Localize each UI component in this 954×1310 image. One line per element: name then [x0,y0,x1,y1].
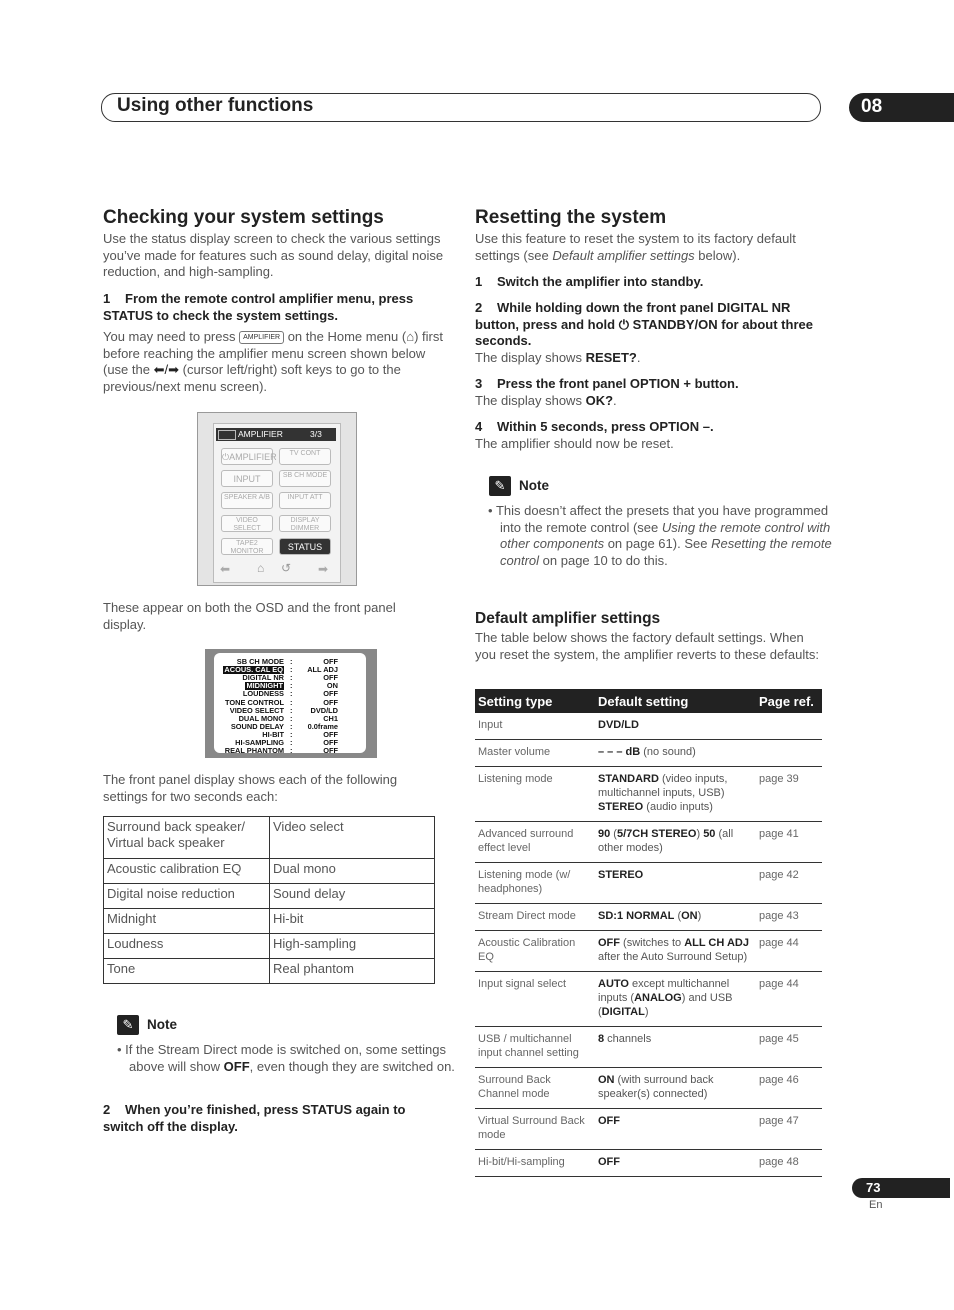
osd-value: OFF [323,673,338,683]
section-title: Using other functions [117,95,314,116]
default-bold: ANALOG [634,992,682,1004]
note-italic: Resetting the remote control [500,536,832,568]
remote-input-att-button: INPUT ATT [279,492,331,509]
result-text: The display shows [475,393,582,408]
osd-key: SOUND DELAY [230,721,284,731]
default-setting-cell [595,931,756,972]
osd-colon: : [290,729,293,739]
default-text: except multichannel inputs ( [598,978,730,1004]
intro-text: Use this feature to reset the system to its factory default settings (see [475,231,796,263]
table-cell: Acoustic calibration EQ [104,859,270,884]
setting-type-cell: Listening mode (w/ headphones) [475,863,595,904]
left-para-3: The front panel display shows each of the following settings for two seconds each: [103,772,398,804]
table-cell: Dual mono [270,859,435,884]
osd-key: HI-BIT [262,729,284,739]
remote-display [213,423,341,583]
default-settings-intro: The table below shows the factory default settings. When you reset the system, the amplifier reverts to these defaults: [475,630,819,662]
step-number: 4 [475,419,483,434]
table-cell: Hi-bit [270,909,435,934]
osd-colon: : [290,657,293,666]
page-ref-cell: page 48 [756,1150,822,1177]
page-ref-cell: page 44 [756,931,822,972]
table-row [475,931,822,972]
left-para-2: These appear on both the OSD and the front panel display. [103,600,396,632]
para-text: ) first before reaching the amplifier menu screen shown below (use the [103,329,443,378]
result-value: OK? [585,393,614,408]
table-row [104,934,435,959]
table-row [475,1150,822,1177]
power-icon: ⏻ [222,452,230,462]
button-label: AMPLIFIER [229,452,277,462]
note-bold: OFF [223,1058,250,1074]
default-text: (with surround back speaker(s) connected) [598,1074,714,1100]
osd-key: DUAL MONO [238,713,284,723]
step-text: When you’re finished, press STATUS again to switch off the display. [103,1102,406,1134]
remote-input-button: INPUT [221,470,273,487]
table-row [475,1068,822,1109]
step-number: 1 [103,291,111,306]
step-text: While holding down the front panel DIGITAL NR button, press and hold [475,300,791,332]
right-step-2-result: The display shows RESET?. [475,350,641,365]
right-intro [475,231,825,264]
note-title: Note [519,478,549,494]
note-text: If the Stream Direct mode is switched on, some settings above will show [125,1042,446,1074]
default-setting-cell [595,1068,756,1109]
right-note-bullet: • This doesn’t affect the presets that you have programmed into the remote control (see Using the remote control with other components on page 61). See Resetting the remote control on page 10 to do this. [488,503,832,568]
table-row [475,767,822,822]
right-step-4-result: The amplifier should now be reset. [475,436,674,451]
osd-key: MIDNIGHT [246,681,283,691]
intro-italic: Default amplifier settings [552,247,695,263]
remote-speaker-ab-button: SPEAKER A/B [221,492,273,509]
setting-type-cell: USB / multichannel input channel setting [475,1027,595,1068]
setting-type-cell: Virtual Surround Back mode [475,1109,595,1150]
default-setting-cell [595,740,756,767]
table-row [104,959,435,984]
table-cell: Surround back speaker/ Virtual back speaker [104,817,270,859]
left-note-heading [117,1015,177,1035]
osd-key: LOUDNESS [242,689,284,699]
default-settings-table [475,689,822,1177]
default-bold: STEREO [598,869,644,881]
page-ref-cell: page 45 [756,1027,822,1068]
page-number: 73 [866,1180,881,1195]
osd-colon: : [290,673,293,683]
note-text: This doesn’t affect the presets that you have programmed into the remote control (see [495,503,829,535]
default-text: (video inputs, multichannel inputs, USB) [598,773,728,799]
col-default-setting: Default setting [595,689,756,713]
default-bold: ALL CH ADJ [684,937,749,949]
default-text: ) [697,910,702,922]
power-icon: ⏻ [618,316,630,332]
default-setting-cell [595,713,756,740]
page-number-badge [852,1178,950,1198]
osd-value: 0.0frame [307,721,338,731]
osd-value: ON [326,681,338,691]
osd-colon: : [290,746,293,756]
table-row [104,817,435,859]
arrow-left-icon: ⬅ [220,562,231,576]
left-step-2 [103,1102,438,1135]
remote-title: AMPLIFIER [238,429,283,439]
remote-sb-ch-mode-button: SB CH MODE [279,470,331,487]
step-text: Switch the amplifier into standby. [497,274,704,289]
left-step-1 [103,291,448,324]
default-text: channels [604,1033,652,1045]
default-bold: OFF [598,1115,620,1127]
default-text: ( [674,910,682,922]
osd-value: ALL ADJ [307,665,338,675]
osd-key: ACOUS. CAL EQ [224,665,283,675]
page-ref-cell: page 41 [756,822,822,863]
home-icon: ⌂ [257,561,265,575]
remote-title-bar [216,428,336,441]
osd-key: DIGITAL NR [242,673,284,683]
page-ref-cell: page 47 [756,1109,822,1150]
osd-value: OFF [323,746,338,756]
remote-status-button: STATUS [279,538,331,555]
osd-colon: : [290,713,293,723]
step-text: Press the front panel OPTION + button. [497,376,739,391]
note-text: on page 10 to do this. [542,552,668,568]
left-heading: Checking your system settings [103,207,384,228]
default-bold: OFF [598,937,620,949]
page-ref-cell [756,740,822,767]
remote-page: 3/3 [310,429,322,439]
osd-colon: : [290,665,293,675]
default-bold: STEREO [598,801,644,813]
default-setting-cell [595,863,756,904]
right-step-2 [475,300,825,350]
remote-amplifier-button [221,448,277,465]
osd-key: VIDEO SELECT [229,705,284,715]
default-setting-cell [595,767,756,822]
default-text: (audio inputs) [643,801,713,813]
right-step-3 [475,376,825,393]
setting-type-cell: Surround Back Channel mode [475,1068,595,1109]
remote-tape2-monitor-button: TAPE2 MONITOR [221,538,273,555]
page-ref-cell [756,713,822,740]
setting-type-cell: Stream Direct mode [475,904,595,931]
default-bold: DVD/LD [598,719,639,731]
table-row [475,740,822,767]
amplifier-button-icon: AMPLIFIER [239,331,284,344]
default-setting-cell [595,1150,756,1177]
note-text: , even though they are switched on. [249,1058,455,1074]
chapter-badge [849,93,954,122]
table-row [475,972,822,1027]
chapter-number: 08 [861,96,883,117]
step-text: STANDBY/ON for about three seconds. [475,316,813,349]
table-row [475,713,822,740]
default-text: after the Auto Surround Setup) [598,951,748,963]
settings-table [103,816,435,984]
osd-value: OFF [323,689,338,699]
table-cell: Midnight [104,909,270,934]
default-bold: ON [598,1074,615,1086]
right-step-1 [475,274,825,291]
default-bold: AUTO [598,978,629,990]
default-text: (all other modes) [598,828,734,854]
table-cell: Tone [104,959,270,984]
osd-value: OFF [323,697,338,707]
osd-value: OFF [323,657,338,666]
right-note-heading [489,476,549,496]
osd-value: OFF [323,729,338,739]
page-ref-cell: page 43 [756,904,822,931]
right-heading: Resetting the system [475,207,667,228]
page-ref-cell: page 39 [756,767,822,822]
osd-key: TONE CONTROL [225,697,284,707]
table-cell: Video select [270,817,435,859]
col-setting-type: Setting type [475,689,595,713]
remote-display-dimmer-button: DISPLAY DIMMER [279,515,331,532]
setting-type-cell: Input [475,713,595,740]
setting-type-cell: Input signal select [475,972,595,1027]
default-setting-cell [595,1109,756,1150]
osd-value: CH1 [323,713,338,723]
osd-colon: : [290,721,293,731]
result-text: The display shows [475,350,582,365]
osd-key: REAL PHANTOM [224,746,284,756]
table-row [475,904,822,931]
default-setting-cell [595,1027,756,1068]
default-bold: SD:1 NORMAL [598,910,675,922]
table-row [475,822,822,863]
default-bold: 90 [598,828,611,840]
setting-type-cell: Advanced surround effect level [475,822,595,863]
note-text: on page 61). See [607,536,708,552]
table-row [104,859,435,884]
arrow-right-icon: ➡ [318,562,329,576]
home-icon: ⌂ [406,329,415,344]
default-text: (switches to [620,937,685,949]
table-row [104,909,435,934]
osd-key: HI-SAMPLING [235,738,284,747]
setting-type-cell: Acoustic Calibration EQ [475,931,595,972]
setting-type-cell: Hi-bit/Hi-sampling [475,1150,595,1177]
note-title: Note [147,1017,177,1033]
result-value: RESET? [585,350,637,365]
page-ref-cell: page 44 [756,972,822,1027]
default-text: ) [696,828,704,840]
para-text: You may need to press [103,329,236,344]
default-text: ( [610,828,617,840]
setting-type-cell: Listening mode [475,767,595,822]
default-bold: 50 [703,828,716,840]
osd-colon: : [290,689,293,699]
arrow-keys-icon: ⬅/➡ [153,362,180,378]
table-cell: High-sampling [270,934,435,959]
default-settings-heading: Default amplifier settings [475,610,661,627]
osd-screen [214,653,366,756]
step-number: 3 [475,376,483,391]
language-code: En [869,1199,883,1211]
para-text: on the Home menu ( [287,329,407,344]
default-bold: – – – dB [598,746,641,758]
default-bold: DIGITAL [601,1006,645,1018]
remote-tv-cont-button: TV CONT [279,448,331,465]
default-bold: 5/7CH STEREO [616,828,697,840]
default-text: ) [644,1006,649,1018]
table-row [475,1027,822,1068]
default-bold: OFF [598,1156,620,1168]
note-italic: Using the remote control with other components [500,519,831,552]
step-number: 2 [475,300,483,315]
intro-text: below). [698,247,741,263]
osd-colon: : [290,738,293,747]
col-page-ref: Page ref. [756,689,822,713]
para-text: (cursor left/right) soft keys to go to the previous/next menu screen). [103,362,401,394]
setting-type-cell: Master volume [475,740,595,767]
left-note-bullet: • If the Stream Direct mode is switched on, some settings above will show OFF, even though they are switched on. [117,1042,455,1074]
table-row [475,1109,822,1150]
table-row [475,863,822,904]
default-setting-cell [595,972,756,1027]
default-setting-cell [595,904,756,931]
osd-colon: : [290,697,293,707]
osd-value: OFF [323,738,338,747]
table-row [104,884,435,909]
default-bold: ON [681,910,698,922]
osd-row [214,747,366,755]
remote-video-select-button: VIDEO SELECT [221,515,273,532]
table-cell: Digital noise reduction [104,884,270,909]
table-cell: Loudness [104,934,270,959]
osd-colon: : [290,705,293,715]
osd-colon: : [290,681,293,691]
page-ref-cell: page 42 [756,863,822,904]
table-cell: Real phantom [270,959,435,984]
note-icon: ✎ [489,476,511,496]
osd-value: DVD/LD [310,705,338,715]
step-text: From the remote control amplifier menu, press STATUS to check the system settings. [103,291,414,323]
back-icon: ↺ [281,561,292,575]
default-setting-cell [595,822,756,863]
right-step-4 [475,419,825,436]
note-icon: ✎ [117,1015,139,1035]
default-text: ) and USB ( [598,992,733,1018]
step-number: 1 [475,274,483,289]
osd-key: SB CH MODE [236,657,284,666]
right-step-3-result: The display shows OK?. [475,393,617,408]
default-bold: STANDARD [598,773,659,785]
remote-screen-illustration [197,412,357,586]
table-cell: Sound delay [270,884,435,909]
left-para-1 [103,329,451,395]
osd-illustration [205,649,377,758]
left-intro: Use the status display screen to check the various settings you’ve made for features such as sound delay, digital noise reduction, and high-sampling. [103,231,444,280]
page-ref-cell: page 46 [756,1068,822,1109]
step-text: Within 5 seconds, press OPTION –. [497,419,714,434]
table-header-row [475,689,822,713]
default-text: (no sound) [640,746,696,758]
default-bold: 8 [598,1033,605,1045]
step-number: 2 [103,1102,111,1117]
